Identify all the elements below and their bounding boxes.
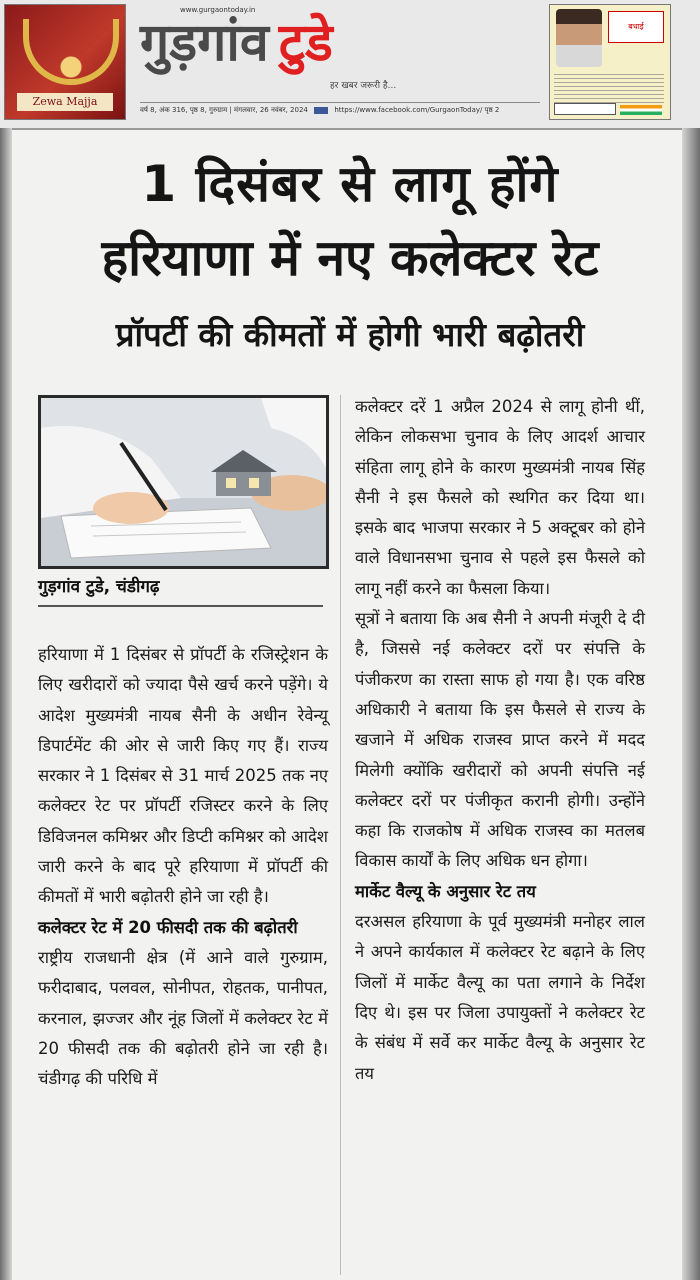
ad-name-box: [554, 103, 616, 115]
byline: गुड़गांव टुडे, चंडीगढ़: [38, 574, 323, 607]
article-illustration: [38, 395, 329, 569]
ad-badge: बधाई: [608, 11, 664, 43]
right-subheading: मार्केट वैल्यू के अनुसार रेट तय: [355, 881, 536, 901]
right-paragraph-1: कलेक्टर दरें 1 अप्रैल 2024 से लागू होनी थीं, लेकिन लोकसभा चुनाव के लिए आदर्श आचार संहिता लागू होने के कारण मुख्यमंत्री नायब सिंह सैनी ने इस फैसले को स्थगित कर दिया था। इसके बाद भाजपा सरकार ने 5 अक्टूबर को होने वाले विधानसभा चुनाव से पहले इस फैसले को लागू नहीं करने का फैसला किया।: [355, 397, 645, 598]
newspaper-title: [140, 8, 540, 78]
ad-flag: [620, 105, 662, 115]
left-subheading: कलेक्टर रेट में 20 फीसदी तक की बढ़ोतरी: [38, 917, 298, 937]
masthead-tagline: हर खबर जरूरी है...: [330, 81, 397, 91]
facebook-icon: [314, 107, 328, 114]
left-paragraph-2: राष्ट्रीय राजधानी क्षेत्र (में आने वाले गुरुग्राम, फरीदाबाद, पलवल, सोनीपत, रोहतक, पानीपत, करनाल, झज्जर और नूंह जिलों में कलेक्टर रेट में 20 फीसदी तक की बढ़ोतरी होने जा रही है। चंडीगढ़ की परिधि में: [38, 947, 328, 1089]
title-part-1: गुड़गांव: [140, 13, 269, 73]
masthead-meta: [140, 102, 540, 117]
necklace-icon: [23, 19, 119, 85]
right-paragraph-3: दरअसल हरियाणा के पूर्व मुख्यमंत्री मनोहर लाल ने अपने कार्यकाल में कलेक्टर रेट बढ़ाने के लिए जिलों में मार्केट वैल्यू का पता लगाने के निर्देश दिए थे। इस पर जिला उपायुक्तों ने कलेक्टर रेट के संबंध में सर्वे कर मार्केट वैल्यू के अनुसार रेट तय: [355, 912, 645, 1083]
photo-edge-right: [682, 128, 700, 1280]
masthead-url: www.gurgaontoday.in: [180, 6, 256, 14]
article-column-left: [38, 640, 328, 1094]
page-label: पृष्ठ 2: [484, 106, 500, 114]
issue-info: वर्ष 8, अंक 316, पृष्ठ 8, गुरुग्राम | मंगलवार, 26 नवंबर, 2024: [140, 106, 308, 114]
property-document-image: [41, 398, 326, 566]
left-paragraph-1: हरियाणा में 1 दिसंबर से प्रॉपर्टी के रजिस्ट्रेशन के लिए खरीदारों को ज्यादा पैसे खर्च करने पड़ेंगे। ये आदेश मुख्यमंत्री नायब सैनी के अधीन रेवेन्यू डिपार्टमेंट की ओर से जारी किए गए हैं। राज्य सरकार ने 1 दिसंबर से 31 मार्च 2025 तक नए कलेक्टर रेट पर प्रॉपर्टी रजिस्टर करने के लिए डिविजनल कमिश्नर और डिप्टी कमिश्नर को आदेश जारी करने के बाद पूरे हरियाणा में प्रॉपर्टी की कीमतों में भारी बढ़ोतरी होने जा रही है।: [38, 645, 328, 907]
greeting-advertisement: [549, 4, 671, 120]
ad-text-lines: [554, 71, 664, 105]
headline-line-2: हरियाणा में नए कलेक्टर रेट: [101, 229, 599, 287]
photo-edge-left: [0, 128, 12, 1280]
facebook-url: https://www.facebook.com/GurgaonToday/: [334, 106, 483, 114]
masthead: [0, 0, 700, 130]
ad-brand: Zewa Majja: [17, 93, 113, 111]
column-divider: [340, 395, 341, 1275]
right-paragraph-2: सूत्रों ने बताया कि अब सैनी ने अपनी मंजूरी दे दी है, जिससे नई कलेक्टर दरों पर संपत्ति के पंजीकरण का रास्ता साफ हो गया है। एक वरिष्ठ अधिकारी ने बताया कि इस फैसले से राज्य के खजाने में अधिक राजस्व प्राप्त करने में मदद मिलेगी क्योंकि खरीदारों को अपनी संपत्ति नई कलेक्टर दरों पर पंजीकृत करानी होगी। उन्होंने कहा कि राजकोष में अधिक राजस्व का मतलब विकास कार्यों के लिए अधिक धन होगा।: [355, 609, 645, 871]
subheadline: प्रॉपर्टी की कीमतों में होगी भारी बढ़ोतरी: [115, 315, 585, 354]
headline-line-1: 1 दिसंबर से लागू होंगे: [141, 155, 559, 213]
title-part-2: टुडे: [278, 13, 333, 73]
person-photo: [556, 9, 602, 67]
jewellery-advertisement: [4, 4, 126, 120]
article-column-right: [355, 392, 645, 1089]
